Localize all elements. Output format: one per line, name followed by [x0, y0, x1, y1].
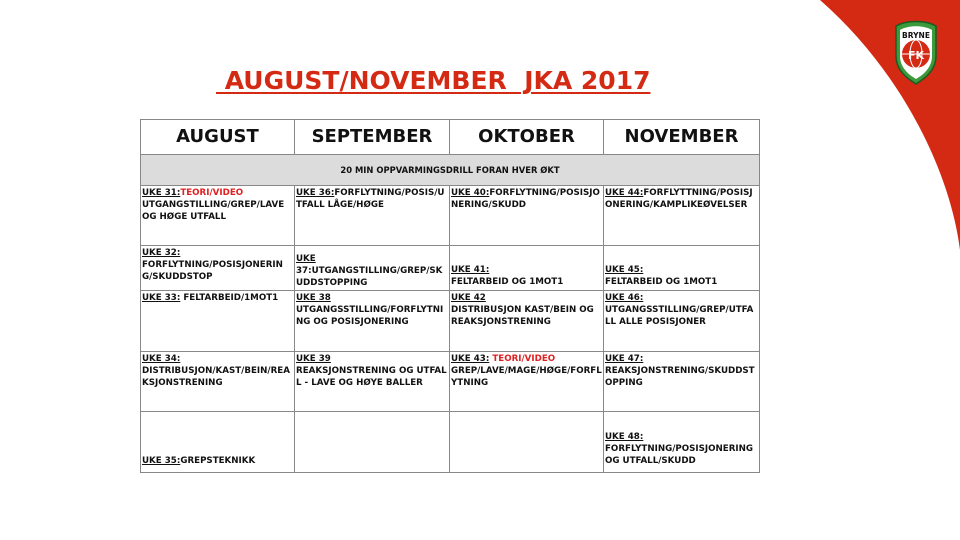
- cell-text: FORFLYTNING/POSISJONERING OG UTFALL/SKUDD: [605, 444, 754, 466]
- schedule-cell: [295, 352, 450, 412]
- cell-text: FELTARBEID OG 1MOT1: [605, 277, 718, 287]
- cell-text: FORFLYTNING/POSIS/UTFALL LÅGE/HØGE: [296, 188, 445, 210]
- schedule-cell: [141, 412, 295, 473]
- schedule-cell: [141, 291, 295, 352]
- schedule-cell: [604, 352, 760, 412]
- week-label: UKE 46:: [605, 293, 644, 303]
- cell-text: GREPSTEKNIKK: [180, 456, 256, 466]
- table-row: [141, 291, 760, 352]
- table-row: [141, 186, 760, 246]
- week-label: UKE: [296, 254, 316, 264]
- column-header-oktober: OKTOBER: [450, 120, 604, 155]
- table-row: [141, 352, 760, 412]
- cell-text: UTGANGSSTILLING/FORFLYTNING OG POSISJONERING: [296, 305, 444, 327]
- schedule-cell: [141, 352, 295, 412]
- schedule-cell: [450, 291, 604, 352]
- week-label: UKE 45:: [605, 265, 644, 275]
- week-label: UKE 32:: [142, 248, 181, 258]
- schedule-cell: [450, 412, 604, 473]
- teori-highlight: TEORI/VIDEO: [492, 354, 556, 364]
- training-schedule-table: [140, 119, 760, 473]
- schedule-cell: [295, 291, 450, 352]
- week-label: UKE 35:: [142, 456, 181, 466]
- week-label: UKE 43:: [451, 354, 490, 364]
- cell-text: DISTRIBUSJON KAST/BEIN OG REAKSJONSTRENING: [451, 305, 594, 327]
- schedule-cell: [604, 186, 760, 246]
- week-label: UKE 31:: [142, 188, 181, 198]
- week-label: UKE 33:: [142, 293, 181, 303]
- schedule-cell: [604, 291, 760, 352]
- week-label: UKE 34:: [142, 354, 181, 364]
- schedule-cell: [450, 352, 604, 412]
- week-label: UKE 42: [451, 293, 486, 303]
- table-row: [141, 246, 760, 291]
- cell-text: DISTRIBUSJON/KAST/BEIN/REAKSJONSTRENING: [142, 366, 290, 388]
- schedule-cell: [295, 412, 450, 473]
- warmup-note: 20 MIN OPPVARMINGSDRILL FORAN HVER ØKT: [141, 155, 760, 186]
- week-label: UKE 36:: [296, 188, 335, 198]
- column-header-september: SEPTEMBER: [295, 120, 450, 155]
- cell-text: FORFLYTTNING/POSISJONERING/KAMPLIKEØVELSER: [605, 188, 753, 210]
- schedule-cell: [141, 246, 295, 291]
- week-label: UKE 40:: [451, 188, 490, 198]
- cell-text: GREP/LAVE/MAGE/HØGE/FORFLYTNING: [451, 366, 602, 388]
- cell-text: FORFLYTNING/POSISJONERING/SKUDD: [451, 188, 600, 210]
- schedule-cell: [604, 246, 760, 291]
- week-label: UKE 48:: [605, 432, 644, 442]
- week-label: UKE 44:: [605, 188, 644, 198]
- schedule-cell: [295, 186, 450, 246]
- column-header-august: AUGUST: [141, 120, 295, 155]
- club-logo: [892, 18, 940, 86]
- teori-highlight: TEORI/VIDEO: [180, 188, 244, 198]
- week-label: UKE 41:: [451, 265, 490, 275]
- week-label: UKE 47:: [605, 354, 644, 364]
- logo-bottom-text: FK: [907, 49, 925, 62]
- slide-title: AUGUST/NOVEMBER JKA 2017: [216, 66, 651, 95]
- info-row: [141, 155, 760, 186]
- cell-text: UTGANGSTILLING/GREP/LAVE OG HØGE UTFALL: [142, 200, 285, 222]
- schedule-cell: [450, 246, 604, 291]
- schedule-cell: [141, 186, 295, 246]
- cell-text: UTGANGSSTILLING/GREP/UTFALL ALLE POSISJONER: [605, 305, 754, 327]
- cell-text: FORFLYTNING/POSISJONERING/SKUDDSTOP: [142, 260, 283, 282]
- week-label: UKE 38: [296, 293, 331, 303]
- cell-text: FELTARBEID/1MOT1: [180, 293, 279, 303]
- cell-text: REAKSJONSTRENING/SKUDDSTOPPING: [605, 366, 755, 388]
- cell-text: REAKSJONSTRENING OG UTFALL - LAVE OG HØYE BALLER: [296, 366, 447, 388]
- schedule-cell: [604, 412, 760, 473]
- logo-top-text: BRYNE: [902, 31, 930, 40]
- week-label: UKE 39: [296, 354, 331, 364]
- table-row: [141, 412, 760, 473]
- cell-text: 37:UTGANGSTILLING/GREP/SKUDDSTOPPING: [296, 266, 443, 288]
- column-header-november: NOVEMBER: [604, 120, 760, 155]
- schedule-cell: [450, 186, 604, 246]
- header-row: [141, 120, 760, 155]
- cell-text: FELTARBEID OG 1MOT1: [451, 277, 564, 287]
- schedule-cell: [295, 246, 450, 291]
